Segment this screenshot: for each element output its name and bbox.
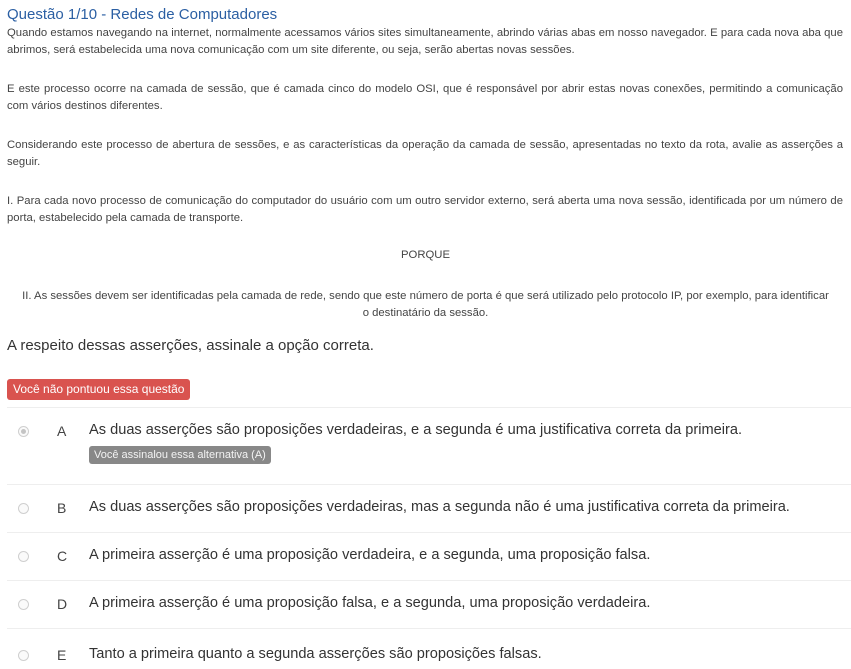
option-letter: D <box>57 596 68 612</box>
question-paragraph: Considerando este processo de abertura de sessões, e as características da operação da camada de sessão, apresentadas no texto da rota, avalie as asserções a seguir. <box>7 139 843 168</box>
option-text: As duas asserções são proposições verdadeiras, mas a segunda não é uma justificativa correta da primeira. <box>89 499 790 515</box>
option-letter: E <box>57 647 67 663</box>
radio-button-d[interactable] <box>18 599 29 610</box>
option-letter: A <box>57 423 67 439</box>
options-list <box>7 407 851 669</box>
connector-porque: PORQUE <box>401 249 450 261</box>
option-text: A primeira asserção é uma proposição falsa, e a segunda, uma proposição verdadeira. <box>89 595 651 611</box>
option-d[interactable] <box>7 581 851 629</box>
question-paragraph: E este processo ocorre na camada de sessão, que é camada cinco do modelo OSI, que é responsável por abrir estas novas conexões, permitindo a comunicação com vários destinos diferentes. <box>7 83 843 112</box>
option-letter: C <box>57 548 68 564</box>
selected-badge: Você assinalou essa alternativa (A) <box>89 446 271 464</box>
option-b[interactable] <box>7 485 851 533</box>
result-badge: Você não pontuou essa questão <box>7 379 190 400</box>
option-text: Tanto a primeira quanto a segunda asserções são proposições falsas. <box>89 646 542 662</box>
option-text: A primeira asserção é uma proposição verdadeira, e a segunda, uma proposição falsa. <box>89 547 651 563</box>
option-a[interactable] <box>7 408 851 485</box>
question-prompt: A respeito dessas asserções, assinale a opção correta. <box>7 337 374 354</box>
option-text: As duas asserções são proposições verdadeiras, e a segunda é uma justificativa correta da primeira. <box>89 422 743 438</box>
radio-button-c[interactable] <box>18 551 29 562</box>
question-title: Questão 1/10 - Redes de Computadores <box>7 6 278 23</box>
assertion-two: II. As sessões devem ser identificadas pela camada de rede, sendo que este número de porta é que será utilizado pelo protocolo IP, por exemplo, para identificar o destinatário da sessão. <box>22 290 829 319</box>
option-letter: B <box>57 500 67 516</box>
option-c[interactable] <box>7 533 851 581</box>
option-e[interactable] <box>7 629 851 669</box>
assertion-one: I. Para cada novo processo de comunicação do computador do usuário com um outro servidor externo, será aberta uma nova sessão, identificada por um número de porta, estabelecido pela camada de transporte. <box>7 195 843 224</box>
radio-button-b[interactable] <box>18 503 29 514</box>
question-paragraph: Quando estamos navegando na internet, normalmente acessamos vários sites simultaneamente, abrindo várias abas em nosso navegador. E para cada nova aba que abrimos, será estabelecida uma nova comunicação com um site diferente, ou seja, serão abertas novas sessões. <box>7 27 843 56</box>
radio-button-a[interactable] <box>18 426 29 437</box>
